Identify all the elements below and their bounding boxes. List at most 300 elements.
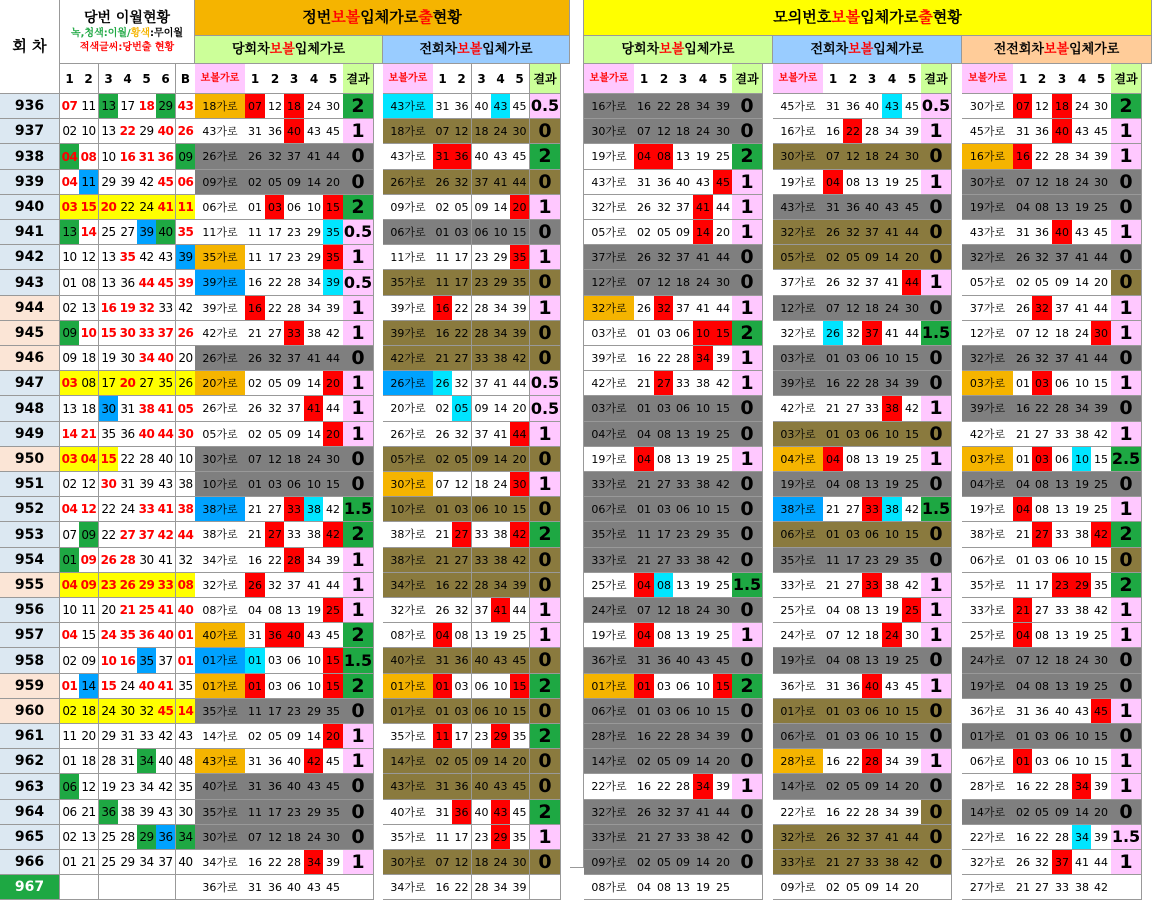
win-number: 13 (99, 245, 119, 270)
line-number: 20 (713, 220, 734, 245)
line-number: 31 (433, 144, 453, 170)
line-number: 18 (862, 296, 883, 321)
line-number: 10 (693, 497, 714, 522)
line-number: 32 (452, 422, 472, 447)
line-number: 26 (433, 170, 453, 195)
line-number: 37 (673, 195, 694, 220)
line-number: 42 (323, 522, 344, 548)
line-number: 04 (245, 598, 266, 623)
win-number: 22 (99, 497, 119, 522)
line-number: 34 (693, 94, 714, 119)
bobol-line-label: 27가로 (962, 875, 1014, 900)
line-number: 37 (472, 422, 492, 447)
bobol-line-label: 26가로 (195, 396, 246, 422)
bobol-line-label: 14가로 (773, 774, 824, 800)
result-value: 0 (732, 472, 763, 497)
line-number: 41 (491, 371, 511, 396)
result-value: 1 (732, 170, 763, 195)
line-number: 27 (654, 371, 675, 396)
line-number: 09 (673, 220, 694, 245)
line-number: 24 (491, 119, 511, 144)
line-number: 38 (491, 548, 511, 573)
line-number: 45 (323, 623, 344, 648)
sub-header-1 (195, 36, 383, 64)
win-number: 04 (60, 573, 80, 598)
line-number: 01 (1013, 724, 1034, 749)
line-number: 41 (1072, 346, 1093, 371)
group-col-header: 2 (1032, 64, 1053, 94)
result-value: 2 (530, 522, 561, 548)
line-number: 39 (902, 800, 923, 825)
group-col-header: 5 (713, 64, 734, 94)
bobol-line-label: 34가로 (195, 850, 246, 875)
line-number: 13 (862, 648, 883, 674)
line-number: 44 (1091, 245, 1112, 270)
win-number: 18 (79, 396, 99, 422)
result-value: 0 (921, 800, 952, 825)
line-number: 38 (1072, 422, 1093, 447)
line-number: 42 (1091, 598, 1112, 623)
line-number: 27 (654, 472, 675, 497)
line-number: 33 (1052, 598, 1073, 623)
line-number: 02 (245, 724, 266, 749)
line-number: 15 (902, 422, 923, 447)
result-value: 0 (530, 648, 561, 674)
line-number: 02 (634, 749, 655, 774)
line-number: 13 (862, 447, 883, 472)
bobol-line-label: 20가로 (195, 371, 246, 396)
win-number: 10 (60, 598, 80, 623)
line-number: 08 (1032, 623, 1053, 648)
bobol-line-label: 35가로 (195, 800, 246, 825)
line-number: 01 (1013, 548, 1034, 573)
line-number: 11 (245, 699, 266, 724)
line-number: 09 (862, 774, 883, 800)
bobol-line-label: 01가로 (195, 648, 246, 674)
line-number: 16 (433, 321, 453, 346)
round-number: 948 (0, 396, 60, 422)
line-number: 09 (284, 724, 305, 749)
line-number: 37 (862, 321, 883, 346)
win-number: 24 (99, 623, 119, 648)
line-number: 41 (1072, 245, 1093, 270)
line-number: 23 (472, 724, 492, 749)
group-col-header: 1 (245, 64, 266, 94)
line-number: 42 (1091, 522, 1112, 548)
line-number: 28 (1052, 144, 1073, 170)
line-number: 26 (823, 321, 844, 346)
line-number: 33 (673, 825, 694, 850)
bobol-line-label: 35가로 (962, 573, 1014, 598)
line-number: 45 (323, 774, 344, 800)
win-number: 22 (99, 522, 119, 548)
bobol-line-label: 42가로 (584, 371, 635, 396)
win-number: 04 (60, 623, 80, 648)
line-number: 07 (1013, 648, 1034, 674)
win-number: 13 (79, 296, 99, 321)
line-number: 25 (1091, 623, 1112, 648)
win-number: 30 (176, 800, 196, 825)
line-number: 08 (843, 648, 864, 674)
line-number: 34 (304, 850, 325, 875)
line-number: 26 (245, 144, 266, 170)
win-number: 26 (99, 548, 119, 573)
win-number: 18 (137, 94, 157, 119)
win-number: 43 (156, 472, 176, 497)
line-number: 03 (654, 321, 675, 346)
line-number: 24 (491, 850, 511, 875)
line-number: 22 (452, 296, 472, 321)
line-number: 13 (862, 170, 883, 195)
line-number: 20 (323, 724, 344, 749)
line-number: 41 (882, 825, 903, 850)
line-number: 25 (902, 648, 923, 674)
line-number: 42 (902, 497, 923, 522)
line-number: 06 (1052, 749, 1073, 774)
bobol-line-label: 08가로 (195, 598, 246, 623)
line-number: 43 (491, 648, 511, 674)
line-number: 45 (510, 94, 530, 119)
round-number: 942 (0, 245, 60, 270)
line-number: 42 (510, 548, 530, 573)
bobol-line-label: 26가로 (383, 371, 434, 396)
line-number: 17 (654, 522, 675, 548)
line-number: 36 (265, 623, 286, 648)
round-number: 952 (0, 497, 60, 522)
line-number: 06 (862, 522, 883, 548)
bobol-line-label: 01가로 (195, 674, 246, 699)
bobol-line-label: 24가로 (584, 598, 635, 623)
line-number: 18 (472, 850, 492, 875)
win-number: 35 (176, 674, 196, 699)
win-number: 18 (79, 699, 99, 724)
win-number: 04 (60, 497, 80, 522)
line-number: 24 (693, 270, 714, 296)
line-number: 30 (713, 119, 734, 144)
line-number: 33 (1052, 875, 1073, 900)
result-value: 0 (530, 270, 561, 296)
line-number: 28 (673, 94, 694, 119)
round-number: 939 (0, 170, 60, 195)
win-number: 45 (156, 699, 176, 724)
result-value: 1 (1111, 144, 1142, 170)
bobol-line-label: 04가로 (773, 447, 824, 472)
line-number: 39 (902, 119, 923, 144)
line-number: 23 (284, 800, 305, 825)
group-col-header: 2 (843, 64, 864, 94)
line-number: 05 (265, 371, 286, 396)
line-number: 07 (823, 144, 844, 170)
line-number: 32 (843, 220, 864, 245)
result-value: 1.5 (343, 648, 374, 674)
line-number: 05 (265, 422, 286, 447)
bobol-line-label: 05가로 (584, 220, 635, 245)
result-value: 0 (343, 144, 374, 170)
line-number: 10 (491, 220, 511, 245)
bobol-line-label: 33가로 (584, 472, 635, 497)
win-col-header: 4 (118, 64, 138, 94)
line-number: 09 (1052, 800, 1073, 825)
line-number: 43 (1072, 699, 1093, 724)
win-number: 01 (176, 648, 196, 674)
line-number: 03 (1032, 371, 1053, 396)
win-number: 09 (79, 522, 99, 548)
result-value: 1 (921, 170, 952, 195)
line-number: 33 (673, 472, 694, 497)
group-col-header: 5 (1091, 64, 1112, 94)
bobol-line-label: 19가로 (773, 170, 824, 195)
result-value: 0 (921, 850, 952, 875)
sub-header-a: 전회차 (810, 42, 849, 57)
win-number: 33 (156, 296, 176, 321)
win-number: 25 (99, 825, 119, 850)
round-number: 964 (0, 800, 60, 825)
result-value: 1 (1111, 296, 1142, 321)
line-number: 12 (1032, 94, 1053, 119)
win-number: 12 (79, 472, 99, 497)
line-number: 01 (245, 648, 266, 674)
bobol-line-label: 16가로 (962, 144, 1014, 170)
line-number: 34 (304, 270, 325, 296)
line-number: 37 (673, 245, 694, 270)
line-number: 18 (1052, 94, 1073, 119)
line-number: 33 (862, 396, 883, 422)
result-value: 0 (732, 522, 763, 548)
win-number: 23 (99, 573, 119, 598)
result-value: 1 (530, 623, 561, 648)
line-number: 36 (1032, 119, 1053, 144)
bobol-line-label: 03가로 (773, 346, 824, 371)
line-number: 32 (265, 396, 286, 422)
line-number: 06 (284, 195, 305, 220)
win-number: 09 (60, 346, 80, 371)
line-number: 19 (1072, 472, 1093, 497)
round-number: 957 (0, 623, 60, 648)
bobol-line-label: 43가로 (584, 170, 635, 195)
result-value: 0 (732, 396, 763, 422)
line-number: 21 (1013, 598, 1034, 623)
line-number: 39 (902, 371, 923, 396)
group-col-header: 보볼가로 (195, 64, 246, 94)
bobol-line-label: 26가로 (383, 422, 434, 447)
win-number: 41 (156, 598, 176, 623)
line-number: 02 (245, 170, 266, 195)
win-number: 13 (79, 825, 99, 850)
line-number: 42 (510, 346, 530, 371)
line-number: 42 (1091, 422, 1112, 447)
line-number: 20 (1091, 270, 1112, 296)
line-number: 39 (510, 573, 530, 598)
result-value: 0 (343, 170, 374, 195)
sub-header-5 (962, 36, 1152, 64)
line-number: 23 (284, 220, 305, 245)
result-value: 0 (732, 724, 763, 749)
win-number: 14 (79, 220, 99, 245)
win-number: 01 (60, 548, 80, 573)
result-value: 0.5 (343, 270, 374, 296)
result-value (1111, 875, 1142, 900)
result-value: 0.5 (530, 371, 561, 396)
line-number: 20 (510, 396, 530, 422)
result-value: 1 (732, 774, 763, 800)
line-number: 37 (472, 598, 492, 623)
line-number: 21 (634, 825, 655, 850)
line-number: 28 (472, 573, 492, 598)
line-number: 40 (472, 774, 492, 800)
line-number: 08 (843, 598, 864, 623)
result-value: 1 (1111, 623, 1142, 648)
bobol-line-label: 37가로 (773, 270, 824, 296)
result-value: 0 (732, 825, 763, 850)
win-number: 10 (176, 447, 196, 472)
line-number: 22 (654, 724, 675, 749)
line-number: 17 (452, 825, 472, 850)
bobol-line-label: 16가로 (584, 94, 635, 119)
bobol-line-label: 32가로 (962, 245, 1014, 270)
bobol-line-label: 20가로 (383, 396, 434, 422)
line-number: 28 (862, 371, 883, 396)
line-number: 14 (1072, 270, 1093, 296)
line-number: 02 (245, 371, 266, 396)
result-value: 1 (530, 825, 561, 850)
bobol-line-label: 22가로 (962, 825, 1014, 850)
bobol-line-label: 05가로 (383, 447, 434, 472)
group-col-header: 보볼가로 (773, 64, 824, 94)
result-value: 1 (343, 396, 374, 422)
line-number: 35 (323, 699, 344, 724)
line-number: 29 (491, 825, 511, 850)
round-number: 943 (0, 270, 60, 296)
legend-nocarry-text: :무이월 (150, 27, 184, 39)
result-value: 0 (921, 220, 952, 245)
line-number: 22 (843, 800, 864, 825)
bobol-line-label: 45가로 (773, 94, 824, 119)
win-number: 25 (137, 598, 157, 623)
bobol-line-label: 40가로 (383, 648, 434, 674)
line-number: 03 (843, 422, 864, 447)
win-number: 21 (79, 850, 99, 875)
line-number: 23 (472, 270, 492, 296)
bobol-line-label: 05가로 (773, 245, 824, 270)
line-number: 08 (265, 598, 286, 623)
sub-header-b: 보볼 (1043, 42, 1070, 57)
win-number: 30 (118, 346, 138, 371)
line-number: 26 (245, 346, 266, 371)
line-number: 22 (452, 573, 472, 598)
sub-header-c: 입체가로 (873, 42, 924, 57)
sub-header-b: 보볼 (659, 42, 685, 57)
win-number: 19 (99, 346, 119, 371)
bobol-line-label: 28가로 (962, 774, 1014, 800)
line-number: 30 (1091, 170, 1112, 195)
line-number: 02 (433, 447, 453, 472)
result-value (343, 875, 374, 900)
result-value: 0 (1111, 674, 1142, 699)
result-value: 1 (921, 749, 952, 774)
win-number: 02 (60, 648, 80, 674)
result-value: 2 (343, 522, 374, 548)
bobol-line-label: 09가로 (584, 850, 635, 875)
line-number: 44 (713, 195, 734, 220)
win-number: 31 (118, 396, 138, 422)
result-value: 0 (343, 447, 374, 472)
line-number: 35 (510, 724, 530, 749)
line-number: 19 (882, 598, 903, 623)
line-number: 21 (245, 522, 266, 548)
win-number: 02 (60, 825, 80, 850)
result-value: 0 (921, 144, 952, 170)
win-number: 03 (60, 447, 80, 472)
sub-header-c: 입체가로 (294, 42, 346, 57)
round-number: 959 (0, 674, 60, 699)
win-number: 09 (60, 321, 80, 346)
sub-header-b: 보볼 (269, 42, 295, 57)
result-value: 2 (343, 674, 374, 699)
bobol-line-label: 30가로 (962, 170, 1014, 195)
line-number: 23 (472, 825, 492, 850)
line-number: 01 (1013, 447, 1034, 472)
bobol-line-label: 26가로 (195, 346, 246, 371)
win-number: 38 (176, 472, 196, 497)
line-number: 03 (265, 674, 286, 699)
bobol-line-label: 45가로 (962, 119, 1014, 144)
line-number: 21 (433, 346, 453, 371)
line-number: 33 (472, 548, 492, 573)
line-number: 05 (265, 724, 286, 749)
mock-title-a: 모의번호 (773, 8, 832, 26)
line-number: 32 (843, 270, 864, 296)
line-number: 06 (1052, 548, 1073, 573)
line-number: 41 (491, 170, 511, 195)
result-value: 1 (343, 422, 374, 447)
line-number: 10 (882, 422, 903, 447)
line-number: 42 (902, 850, 923, 875)
line-number: 29 (304, 220, 325, 245)
result-value: 1 (921, 396, 952, 422)
line-number: 15 (323, 674, 344, 699)
result-value: 2 (1111, 573, 1142, 598)
group-col-header: 3 (284, 64, 305, 94)
line-number: 02 (823, 875, 844, 900)
line-number: 33 (862, 497, 883, 522)
bobol-line-label: 43가로 (962, 220, 1014, 245)
result-value: 0 (732, 497, 763, 522)
sub-header-b: 보볼 (848, 42, 874, 57)
section-gap (570, 0, 584, 868)
win-number: 35 (176, 774, 196, 800)
bobol-line-label: 32가로 (773, 321, 824, 346)
line-number: 24 (882, 623, 903, 648)
line-number: 24 (693, 119, 714, 144)
line-number: 21 (1013, 522, 1034, 548)
line-number: 25 (902, 170, 923, 195)
line-number: 17 (265, 800, 286, 825)
bobol-line-label: 25가로 (773, 598, 824, 623)
bobol-line-label: 30가로 (584, 119, 635, 144)
line-number: 06 (1052, 447, 1073, 472)
win-number: 38 (137, 396, 157, 422)
line-number: 15 (323, 195, 344, 220)
line-number: 09 (284, 422, 305, 447)
line-number: 45 (323, 749, 344, 774)
line-number: 23 (862, 548, 883, 573)
line-number: 26 (634, 245, 655, 270)
line-number: 34 (491, 573, 511, 598)
round-number: 958 (0, 648, 60, 674)
line-number: 03 (452, 497, 472, 522)
line-number: 16 (1013, 825, 1034, 850)
bobol-line-label: 33가로 (584, 548, 635, 573)
